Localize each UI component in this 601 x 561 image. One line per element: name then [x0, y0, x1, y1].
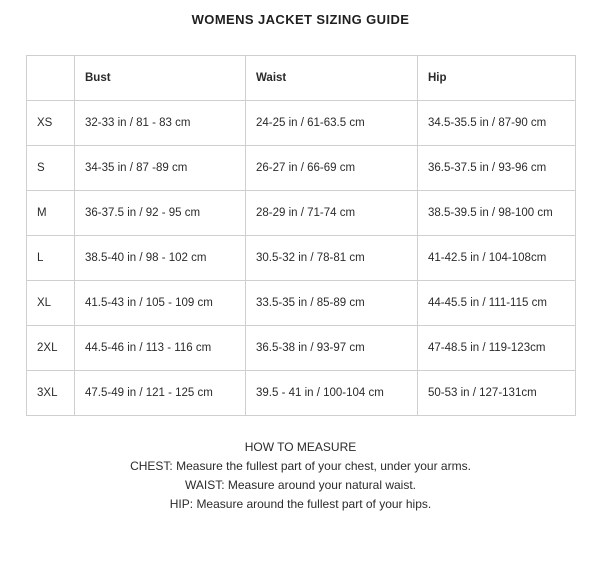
row-hip-value: 47-48.5 in / 119-123cm — [418, 326, 576, 371]
row-bust-value: 47.5-49 in / 121 - 125 cm — [75, 371, 246, 416]
table-row — [27, 371, 576, 416]
row-waist-value: 36.5-38 in / 93-97 cm — [246, 326, 418, 371]
table-row — [27, 326, 576, 371]
table-row — [27, 146, 576, 191]
sizing-table — [26, 55, 576, 416]
table-header — [27, 56, 576, 101]
column-header-hip: Hip — [418, 56, 576, 101]
row-size-label: 3XL — [27, 371, 75, 416]
row-waist-value: 28-29 in / 71-74 cm — [246, 191, 418, 236]
row-hip-value: 34.5-35.5 in / 87-90 cm — [418, 101, 576, 146]
row-waist-value: 30.5-32 in / 78-81 cm — [246, 236, 418, 281]
row-bust-value: 34-35 in / 87 -89 cm — [75, 146, 246, 191]
table-row — [27, 236, 576, 281]
row-hip-value: 50-53 in / 127-131cm — [418, 371, 576, 416]
how-to-measure-heading: HOW TO MEASURE — [244, 440, 357, 454]
sizing-guide-page — [0, 12, 601, 561]
row-waist-value: 24-25 in / 61-63.5 cm — [246, 101, 418, 146]
row-size-label: 2XL — [27, 326, 75, 371]
table-row — [27, 281, 576, 326]
row-waist-value: 26-27 in / 66-69 cm — [246, 146, 418, 191]
column-header-bust: Bust — [75, 56, 246, 101]
column-header-size — [27, 56, 75, 101]
row-waist-value: 39.5 - 41 in / 100-104 cm — [246, 371, 418, 416]
row-hip-value: 38.5-39.5 in / 98-100 cm — [418, 191, 576, 236]
page-title: WOMENS JACKET SIZING GUIDE — [191, 12, 410, 27]
row-size-label: L — [27, 236, 75, 281]
table-header-row — [27, 56, 576, 101]
how-to-measure-hip: HIP: Measure around the fullest part of your hips. — [169, 497, 432, 511]
row-hip-value: 44-45.5 in / 111-115 cm — [418, 281, 576, 326]
row-hip-value: 41-42.5 in / 104-108cm — [418, 236, 576, 281]
how-to-measure-chest: CHEST: Measure the fullest part of your chest, under your arms. — [130, 459, 471, 473]
row-size-label: M — [27, 191, 75, 236]
row-waist-value: 33.5-35 in / 85-89 cm — [246, 281, 418, 326]
row-bust-value: 41.5-43 in / 105 - 109 cm — [75, 281, 246, 326]
column-header-waist: Waist — [246, 56, 418, 101]
row-size-label: S — [27, 146, 75, 191]
row-bust-value: 44.5-46 in / 113 - 116 cm — [75, 326, 246, 371]
row-bust-value: 32-33 in / 81 - 83 cm — [75, 101, 246, 146]
row-size-label: XS — [27, 101, 75, 146]
how-to-measure-waist: WAIST: Measure around your natural waist. — [185, 478, 416, 492]
row-size-label: XL — [27, 281, 75, 326]
how-to-measure-section — [0, 438, 601, 514]
table-row — [27, 101, 576, 146]
row-bust-value: 36-37.5 in / 92 - 95 cm — [75, 191, 246, 236]
table-body — [27, 101, 576, 416]
row-hip-value: 36.5-37.5 in / 93-96 cm — [418, 146, 576, 191]
sizing-table-container — [26, 55, 575, 416]
table-row — [27, 191, 576, 236]
row-bust-value: 38.5-40 in / 98 - 102 cm — [75, 236, 246, 281]
